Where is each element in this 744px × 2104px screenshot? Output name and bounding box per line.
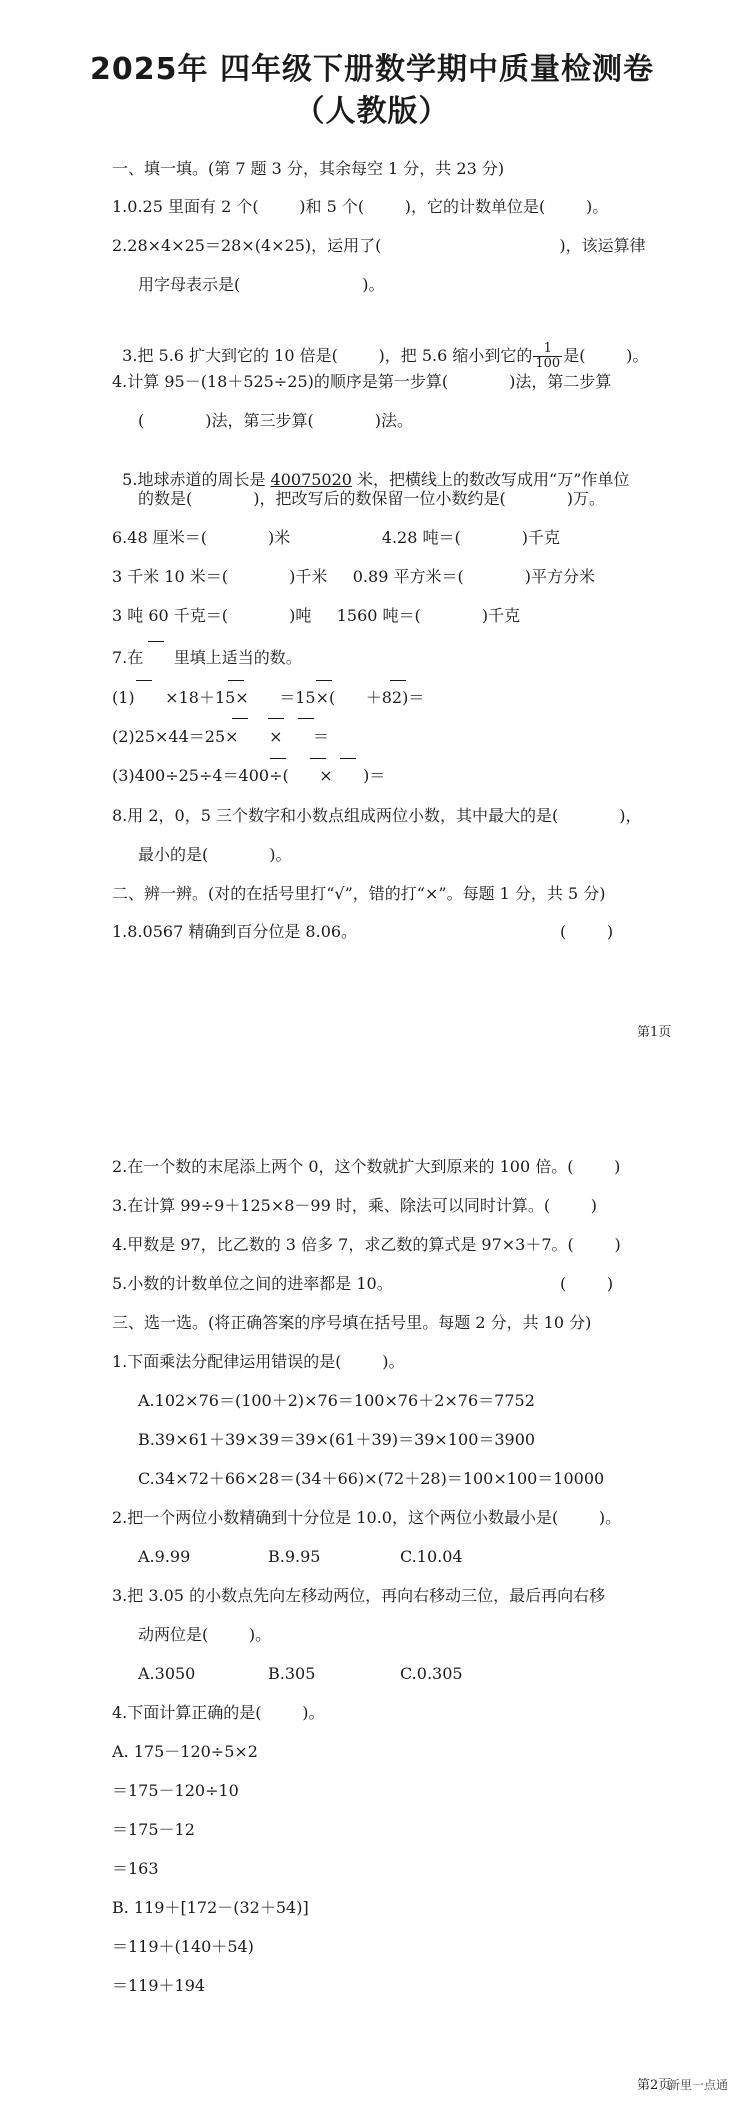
question-1-7-2: (2)25×44＝25× × ＝	[112, 727, 329, 746]
document-title-line2: （人教版）	[294, 94, 450, 129]
question-1-6-row1: 6.48 厘米＝( )米 4.28 吨＝( )千克	[112, 528, 561, 547]
document-title-line1: 2025年 四年级下册数学期中质量检测卷	[90, 52, 654, 87]
question-3-1: 1.下面乘法分配律运用错误的是( )。	[112, 1352, 405, 1371]
question-3-3-cont: 动两位是( )。	[138, 1625, 272, 1644]
question-1-5-cont: 的数是( )，把改写后的数保留一位小数约是( )万。	[138, 489, 606, 508]
watermark-text: 新里一点通	[668, 2078, 729, 2092]
underlined-number: 40075020	[270, 470, 352, 489]
answer-box-marker	[232, 718, 248, 719]
page-number-2: 第2页	[637, 2078, 672, 2093]
question-3-2-option-b: B.9.95	[268, 1547, 321, 1566]
question-1-5-text: 5.地球赤道的周长是	[122, 470, 271, 489]
section3-heading: 三、选一选。(将正确答案的序号填在括号里。每题 2 分，共 10 分)	[112, 1313, 592, 1332]
fraction-numerator: 1	[533, 342, 562, 357]
question-1-8-cont: 最小的是( )。	[138, 845, 292, 864]
question-1-3	[112, 322, 648, 371]
question-1-2: 2.28×4×25＝28×(4×25)，运用了( )，该运算律	[112, 236, 646, 255]
question-1-3-tail: 是( )。	[563, 346, 649, 365]
question-2-5-answer-bracket: ( )	[560, 1274, 614, 1293]
question-2-1-answer-bracket: ( )	[560, 922, 614, 941]
question-3-2-option-c: C.10.04	[400, 1547, 463, 1566]
question-3-3-option-c: C.0.305	[400, 1664, 463, 1683]
question-3-3-option-a: A.3050	[138, 1664, 196, 1683]
answer-box-marker	[390, 680, 406, 681]
question-1-4: 4.计算 95－(18＋525÷25)的顺序是第一步算( )法，第二步算	[112, 372, 612, 391]
question-3-3-option-b: B.305	[268, 1664, 316, 1683]
question-3-4-b-step1: ＝119＋(140＋54)	[112, 1937, 254, 1956]
question-3-4-a-step2: ＝175－12	[112, 1820, 195, 1839]
answer-box-marker	[228, 680, 244, 681]
answer-box-marker	[310, 758, 326, 759]
question-3-1-option-b: B.39×61＋39×39＝39×(61＋39)＝39×100＝3900	[138, 1430, 536, 1449]
question-3-4-option-b: B. 119＋[172－(32＋54)]	[112, 1898, 309, 1917]
question-1-2-cont: 用字母表示是( )。	[138, 275, 385, 294]
question-3-4: 4.下面计算正确的是( )。	[112, 1703, 325, 1722]
question-1-5	[112, 450, 629, 490]
question-1-8: 8.用 2，0，5 三个数字和小数点组成两位小数，其中最大的是( )，	[112, 806, 642, 825]
question-1-7: 7.在 里填上适当的数。	[112, 648, 302, 667]
answer-box-marker	[270, 758, 286, 759]
question-3-4-option-a: A. 175－120÷5×2	[112, 1742, 258, 1761]
answer-box-marker	[340, 758, 356, 759]
question-2-4: 4.甲数是 97，比乙数的 3 倍多 7，求乙数的算式是 97×3＋7。( )	[112, 1235, 621, 1254]
question-1-5-text-tail: 米，把横线上的数改写成用“万”作单位	[351, 470, 630, 489]
page-number-1: 第1页	[637, 1025, 672, 1040]
answer-box-marker	[316, 680, 332, 681]
fraction-one-hundredth	[533, 342, 562, 371]
question-1-7-3: (3)400÷25÷4＝400÷( × )＝	[112, 766, 386, 785]
question-1-6-row2: 3 千米 10 米＝( )千米 0.89 平方米＝( )平方分米	[112, 567, 595, 586]
question-2-3: 3.在计算 99÷9＋125×8－99 时，乘、除法可以同时计算。( )	[112, 1196, 598, 1215]
answer-box-marker	[268, 718, 284, 719]
section1-heading: 一、填一填。(第 7 题 3 分，其余每空 1 分，共 23 分)	[112, 159, 505, 178]
fraction-denominator: 100	[535, 356, 561, 371]
question-2-2: 2.在一个数的末尾添上两个 0，这个数就扩大到原来的 100 倍。( )	[112, 1157, 621, 1176]
answer-box-marker	[148, 641, 164, 642]
section2-heading: 二、辨一辨。(对的在括号里打“√”，错的打“×”。每题 1 分，共 5 分)	[112, 884, 606, 903]
question-3-4-b-step2: ＝119＋194	[112, 1976, 206, 1995]
question-2-1: 1.8.0567 精确到百分位是 8.06。	[112, 922, 358, 941]
question-1-6-row3: 3 吨 60 千克＝( )吨 1560 吨＝( )千克	[112, 606, 521, 625]
question-3-1-option-c: C.34×72＋66×28＝(34＋66)×(72＋28)＝100×100＝10000	[138, 1469, 605, 1488]
question-2-5: 5.小数的计数单位之间的进率都是 10。	[112, 1274, 393, 1293]
answer-box-marker	[298, 718, 314, 719]
question-3-2: 2.把一个两位小数精确到十分位是 10.0，这个两位小数最小是( )。	[112, 1508, 622, 1527]
question-3-1-option-a: A.102×76＝(100＋2)×76＝100×76＋2×76＝7752	[138, 1391, 535, 1410]
question-3-4-a-step3: ＝163	[112, 1859, 159, 1878]
question-1-1: 1.0.25 里面有 2 个( )和 5 个( )，它的计数单位是( )。	[112, 197, 609, 216]
question-3-2-option-a: A.9.99	[138, 1547, 191, 1566]
question-1-4-cont: ( )法，第三步算( )法。	[138, 411, 414, 430]
question-1-3-text: 3.把 5.6 扩大到它的 10 倍是( )，把 5.6 缩小到它的	[122, 346, 533, 365]
question-3-3: 3.把 3.05 的小数点先向左移动两位，再向右移动三位，最后再向右移	[112, 1586, 606, 1605]
answer-box-marker	[136, 680, 152, 681]
question-1-7-1: (1) ×18＋15× ＝15×( ＋82)＝	[112, 688, 425, 707]
question-3-4-a-step1: ＝175－120÷10	[112, 1781, 239, 1800]
